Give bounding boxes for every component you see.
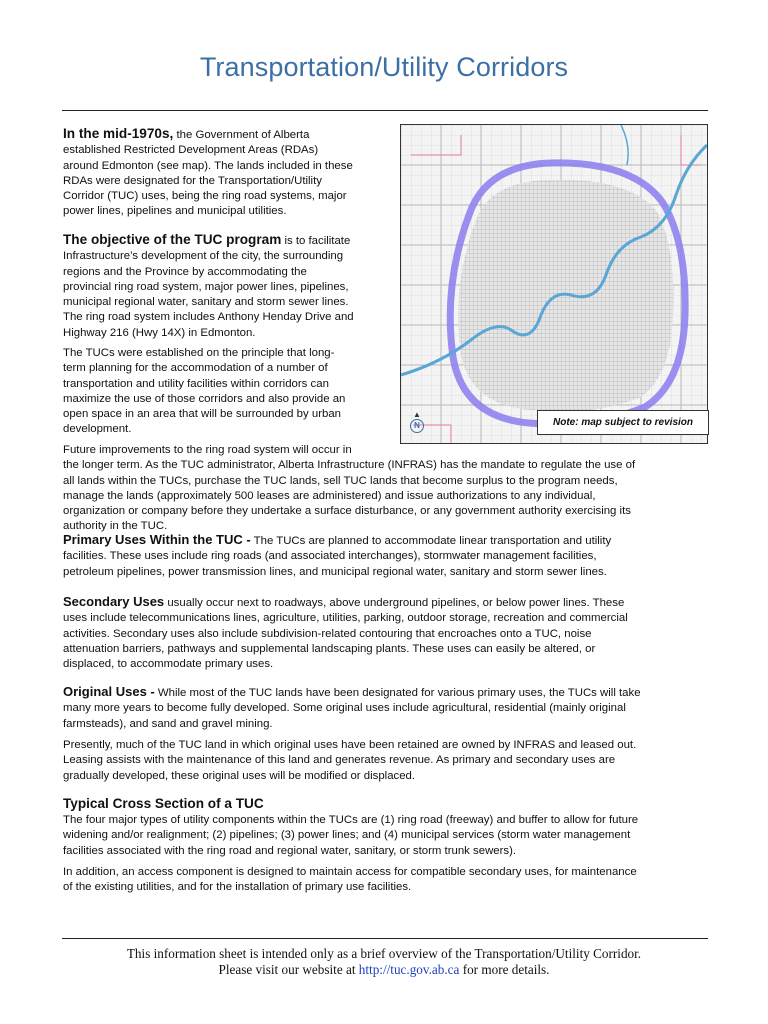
cross-section-line: widening and/or realignment; (2) pipelines; (3) power lines; and (4) municipal services (storm water management [63,829,631,842]
secondary-uses-heading: Secondary Uses [63,594,165,609]
principle-line: term planning for the accommodation of a number of [63,362,328,375]
footer [0,946,768,978]
website-link[interactable]: http://tuc.gov.ab.ca [358,962,460,977]
secondary-line: activities. Secondary uses also include subdivision-related contouring that encroaches onto a TUC, noise [63,627,592,640]
footer-disclaimer: This information sheet is intended only as a brief overview of the Transportation/Utility Corridor. [126,946,642,961]
objective-line: regions and the Province by accommodating the [63,265,307,278]
intro-line: RDAs were designated for the Transportation/Utility [63,174,322,187]
original-uses-paragraph [63,684,708,732]
future-line: Future improvements to the ring road system will occur in [63,444,352,456]
map-note: Note: map subject to revision [537,410,709,435]
future-line: all lands within the TUCs, purchase the TUC lands, sell TUC lands that become surplus to the program needs, [63,474,618,487]
secondary-text: usually occur next to roadways, above underground pipelines, or below power lines. These [164,597,625,609]
principle-line: maximize the use of those corridors and also provide an [63,392,346,405]
intro-line: power lines, pipelines and municipal utilities. [63,205,287,218]
cross-section-line: facilities associated with the ring road and regional water, sanitary, or storm trunk sewers). [63,844,517,857]
urban-area [458,180,673,412]
future-line: the longer term. As the TUC administrator, Alberta Infrastructure (INFRAS) has the mandate to regulate the use of [63,459,636,472]
cross-section-line: The four major types of utility components within the TUCs are (1) ring road (freeway) and buffer to allow for future [63,814,639,826]
principle-line: development. [63,423,132,436]
objective-line: Highway 216 (Hwy 14X) in Edmonton. [63,326,256,339]
future-line: organization or company before they undertake a surface disturbance, or any government authority exercising its [63,505,631,518]
presently-line: Leasing assists with the maintenance of this land and generates revenue. As primary and secondary uses are [63,754,616,767]
presently-line: Presently, much of the TUC land in which original uses have been retained are owned by INFRAS and leased out. [63,739,637,751]
objective-line: Infrastructure’s development of the city, the surrounding [63,250,344,263]
presently-line: gradually developed, these original uses will be modified or displaced. [63,769,416,782]
map-graphic [401,125,707,443]
original-uses-heading: Original Uses - [63,684,155,699]
north-label: N [410,419,424,433]
future-line: authority in the TUC. [63,520,168,533]
primary-line: petroleum pipelines, power transmission lines, and municipal regional water, sanitary and storm sewer lines. [63,565,607,578]
original-text: While most of the TUC lands have been designated for various primary uses, the TUCs will take [154,687,641,699]
secondary-line: displaced, to accommodate primary uses. [63,658,274,671]
primary-line: facilities. These uses include ring roads (and associated interchanges), stormwater management facilities, [63,550,597,563]
page-title: Transportation/Utility Corridors [199,52,569,82]
access-line: of the existing utilities, and for the installation of primary use facilities. [63,881,412,894]
intro-line: Corridor (TUC) uses, being the ring road systems, major [63,190,347,203]
intro-lead: In the mid-1970s, [63,126,174,141]
intro-line: established Restricted Development Areas (RDAs) [63,144,319,157]
cross-section-paragraph [63,813,708,859]
intro-line: around Edmonton (see map). The lands included in these [63,159,353,172]
future-paragraph [63,443,708,535]
objective-line: provincial ring road system, major power lines, pipelines, [63,280,349,293]
principle-line: The TUCs were established on the principle that long- [63,347,335,359]
access-line: In addition, an access component is designed to maintain access for compatible secondary uses, for maintenance [63,866,637,878]
footer-divider [62,938,708,939]
footer-post: for more details. [459,962,550,977]
objective-line: municipal regional water, sanitary and storm sewer lines. [63,296,349,309]
objective-paragraph [63,232,393,341]
secondary-line: uses include telecommunications lines, agriculture, utilities, parking, outdoor storage, recreation and commercial [63,612,628,625]
principle-line: transportation and utility facilities within corridors can [63,377,329,390]
secondary-line: attenuation barriers, pathways and supplemental landscaping plants. These uses can easily be altered, or [63,642,596,655]
intro-text: the Government of Alberta [173,129,310,141]
top-divider [62,110,708,111]
intro-paragraph [63,126,393,220]
objective-lead: The objective of the TUC program [63,232,282,247]
presently-paragraph [63,738,708,784]
primary-text: The TUCs are planned to accommodate linear transportation and utility [250,535,612,547]
principle-line: open space in an area that will be surrounded by urban [63,408,341,421]
edmonton-tuc-map [400,124,708,444]
access-paragraph [63,865,708,896]
cross-section-heading: Typical Cross Section of a TUC [63,796,264,811]
objective-line: The ring road system includes Anthony Henday Drive and [63,311,354,324]
original-line: many more years to become fully developed. Some original uses include agricultural, residential (mainly original [63,702,626,715]
north-arrow-icon: ▲ [413,410,421,419]
future-line: manage the lands (approximately 500 leases are administered) and issue authorizations to any individual, [63,489,596,502]
principle-paragraph [63,346,393,438]
primary-uses-paragraph [63,532,708,580]
original-line: farmsteads), and sand and gravel mining. [63,717,273,730]
secondary-uses-paragraph [63,594,708,672]
objective-text: is to facilitate [281,235,351,247]
north-arrow [410,410,424,436]
primary-uses-heading: Primary Uses Within the TUC - [63,532,251,547]
footer-pre: Please visit our website at [218,962,359,977]
